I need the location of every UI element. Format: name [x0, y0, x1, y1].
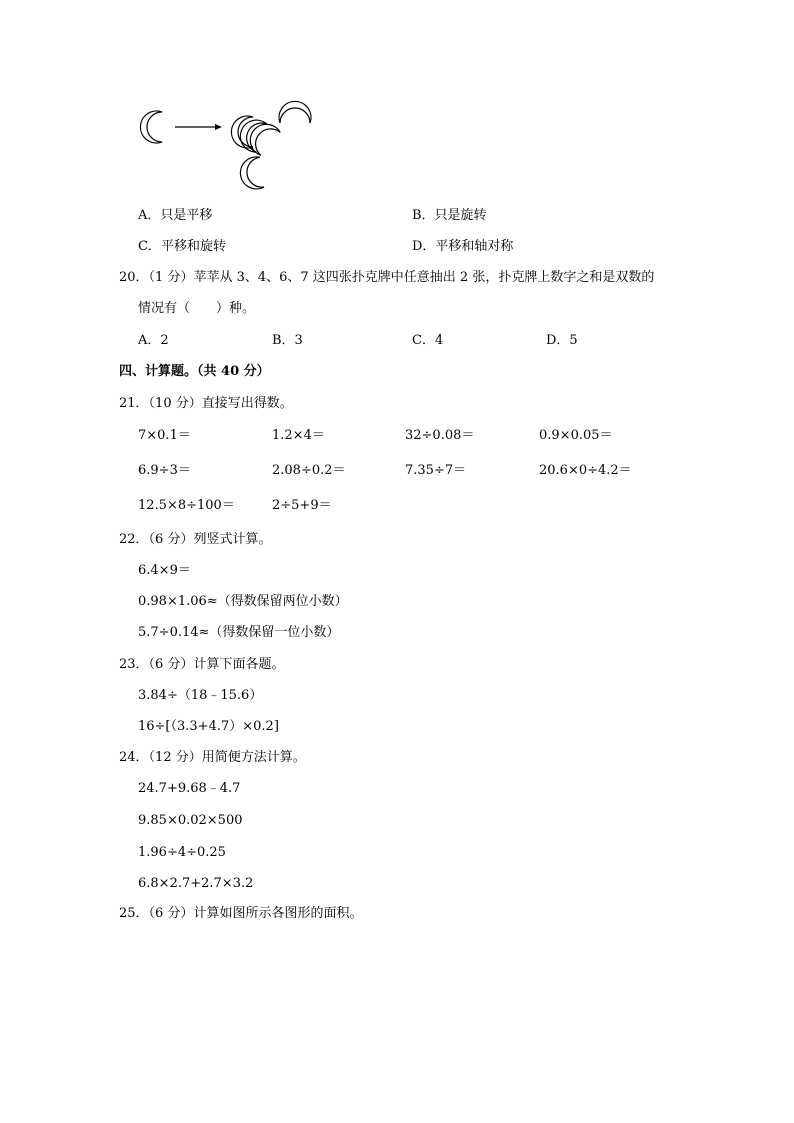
q20-option-b: B．3	[272, 333, 303, 348]
q21-item: 1.2×4＝	[272, 428, 325, 443]
q24-item: 9.85×0.02×500	[138, 813, 243, 828]
q21-item: 32÷0.08＝	[405, 428, 475, 443]
q21-item: 12.5×8÷100＝	[138, 498, 235, 513]
q19-option-b: B．只是旋转	[412, 208, 487, 223]
q21-item: 7.35÷7＝	[405, 463, 467, 478]
q19-option-d: D．平移和轴对称	[412, 239, 514, 254]
q21-item: 7×0.1＝	[138, 428, 191, 443]
q24-item: 6.8×2.7+2.7×3.2	[138, 876, 254, 891]
section-4-title: 四、计算题。（共 40 分）	[119, 364, 270, 379]
q23-title: 23．（6 分）计算下面各题。	[119, 657, 285, 672]
q20-option-a: A．2	[138, 333, 169, 348]
q21-item: 2÷5+9＝	[272, 498, 332, 513]
q24-item: 24.7+9.68﹣4.7	[138, 781, 241, 796]
q22-item: 5.7÷0.14≈（得数保留一位小数）	[138, 625, 340, 640]
q20-option-c: C．4	[412, 333, 444, 348]
q24-title: 24．（12 分）用简便方法计算。	[119, 750, 306, 765]
q25-title: 25．（6 分）计算如图所示各图形的面积。	[119, 906, 363, 921]
q19-option-a: A．只是平移	[138, 208, 213, 223]
q21-item: 2.08÷0.2＝	[272, 463, 346, 478]
q21-item: 0.9×0.05＝	[539, 428, 613, 443]
q22-item: 6.4×9＝	[138, 563, 191, 578]
rotated-crescents	[231, 101, 311, 191]
original-crescent	[140, 111, 162, 143]
q19-option-c: C．平移和旋转	[138, 239, 226, 254]
arrow-icon	[175, 124, 222, 130]
crescent-translation-rotation-figure	[130, 98, 320, 198]
q21-item: 20.6×0÷4.2＝	[539, 463, 632, 478]
q23-item: 16÷[（3.3+4.7）×0.2]	[138, 719, 279, 734]
q24-item: 1.96÷4÷0.25	[138, 845, 226, 860]
q23-item: 3.84÷（18﹣15.6）	[138, 688, 263, 703]
q21-item: 6.9÷3＝	[138, 463, 191, 478]
q20-text-line1: 20．（1 分）苹苹从 3、4、6、7 这四张扑克牌中任意抽出 2 张，扑克牌上数字之和是双数的	[119, 270, 655, 285]
q20-option-d: D．5	[546, 333, 578, 348]
q22-item: 0.98×1.06≈（得数保留两位小数）	[138, 594, 348, 609]
q22-title: 22．（6 分）列竖式计算。	[119, 532, 272, 547]
q21-title: 21．（10 分）直接写出得数。	[119, 396, 293, 411]
q20-text-line2: 情况有（ ）种。	[138, 301, 256, 316]
